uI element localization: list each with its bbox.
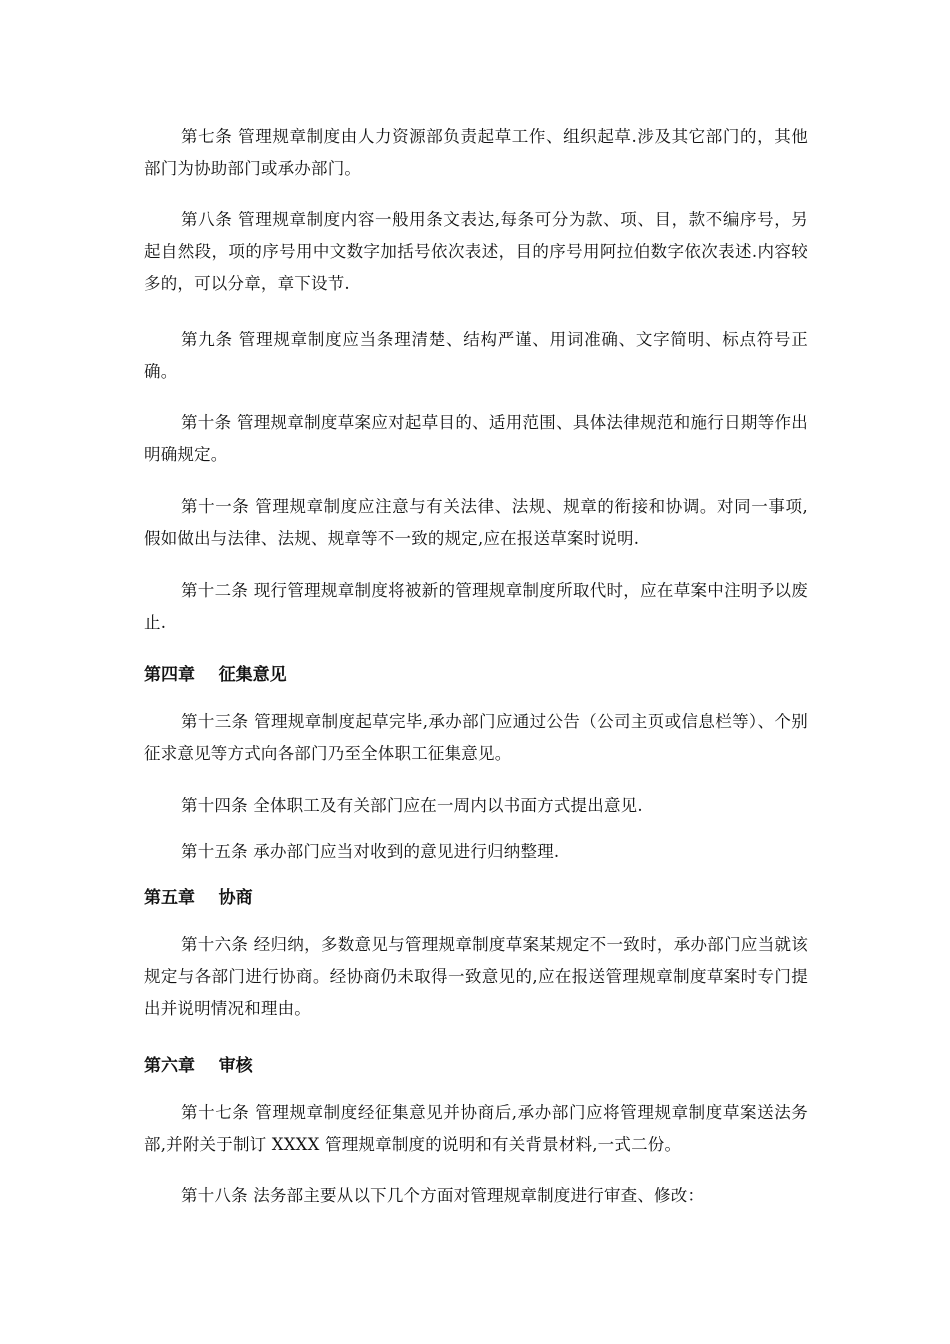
chapter-5-heading: 第五章 协商	[144, 888, 253, 908]
article-9-paragraph: 第九条 管理规章制度应当条理清楚、结构严谨、用词准确、文字简明、标点符号正确。	[144, 330, 808, 381]
article-17-paragraph: 第十七条 管理规章制度经征集意见并协商后,承办部门应将管理规章制度草案送法务部,并附关于制订 XXXX 管理规章制度的说明和有关背景材料,一式二份。	[144, 1103, 808, 1154]
article-15-paragraph: 第十五条 承办部门应当对收到的意见进行归纳整理.	[181, 842, 560, 861]
chapter-4-heading: 第四章 征集意见	[144, 665, 287, 685]
article-8-paragraph: 第八条 管理规章制度内容一般用条文表达,每条可分为款、项、目，款不编序号，另起自然段，项的序号用中文数字加括号依次表述，目的序号用阿拉伯数字依次表述.内容较多的，可以分章，章下设节.	[144, 210, 808, 293]
chapter-6-heading: 第六章 审核	[144, 1056, 253, 1076]
article-7-paragraph: 第七条 管理规章制度由人力资源部负责起草工作、组织起草.涉及其它部门的，其他部门为协助部门或承办部门。	[144, 127, 808, 178]
article-13-paragraph: 第十三条 管理规章制度起草完毕,承办部门应通过公告（公司主页或信息栏等）、个别征求意见等方式向各部门乃至全体职工征集意见。	[144, 712, 808, 763]
article-12-paragraph: 第十二条 现行管理规章制度将被新的管理规章制度所取代时，应在草案中注明予以废止.	[144, 581, 808, 632]
article-18-paragraph: 第十八条 法务部主要从以下几个方面对管理规章制度进行审查、修改：	[181, 1186, 705, 1205]
article-14-paragraph: 第十四条 全体职工及有关部门应在一周内以书面方式提出意见.	[181, 796, 643, 815]
article-16-paragraph: 第十六条 经归纳，多数意见与管理规章制度草案某规定不一致时，承办部门应当就该规定与各部门进行协商。经协商仍未取得一致意见的,应在报送管理规章制度草案时专门提出并说明情况和理由。	[144, 935, 808, 1018]
article-10-paragraph: 第十条 管理规章制度草案应对起草目的、适用范围、具体法律规范和施行日期等作出明确规定。	[144, 413, 808, 464]
article-11-paragraph: 第十一条 管理规章制度应注意与有关法律、法规、规章的衔接和协调。对同一事项,假如做出与法律、法规、规章等不一致的规定,应在报送草案时说明.	[144, 497, 808, 548]
